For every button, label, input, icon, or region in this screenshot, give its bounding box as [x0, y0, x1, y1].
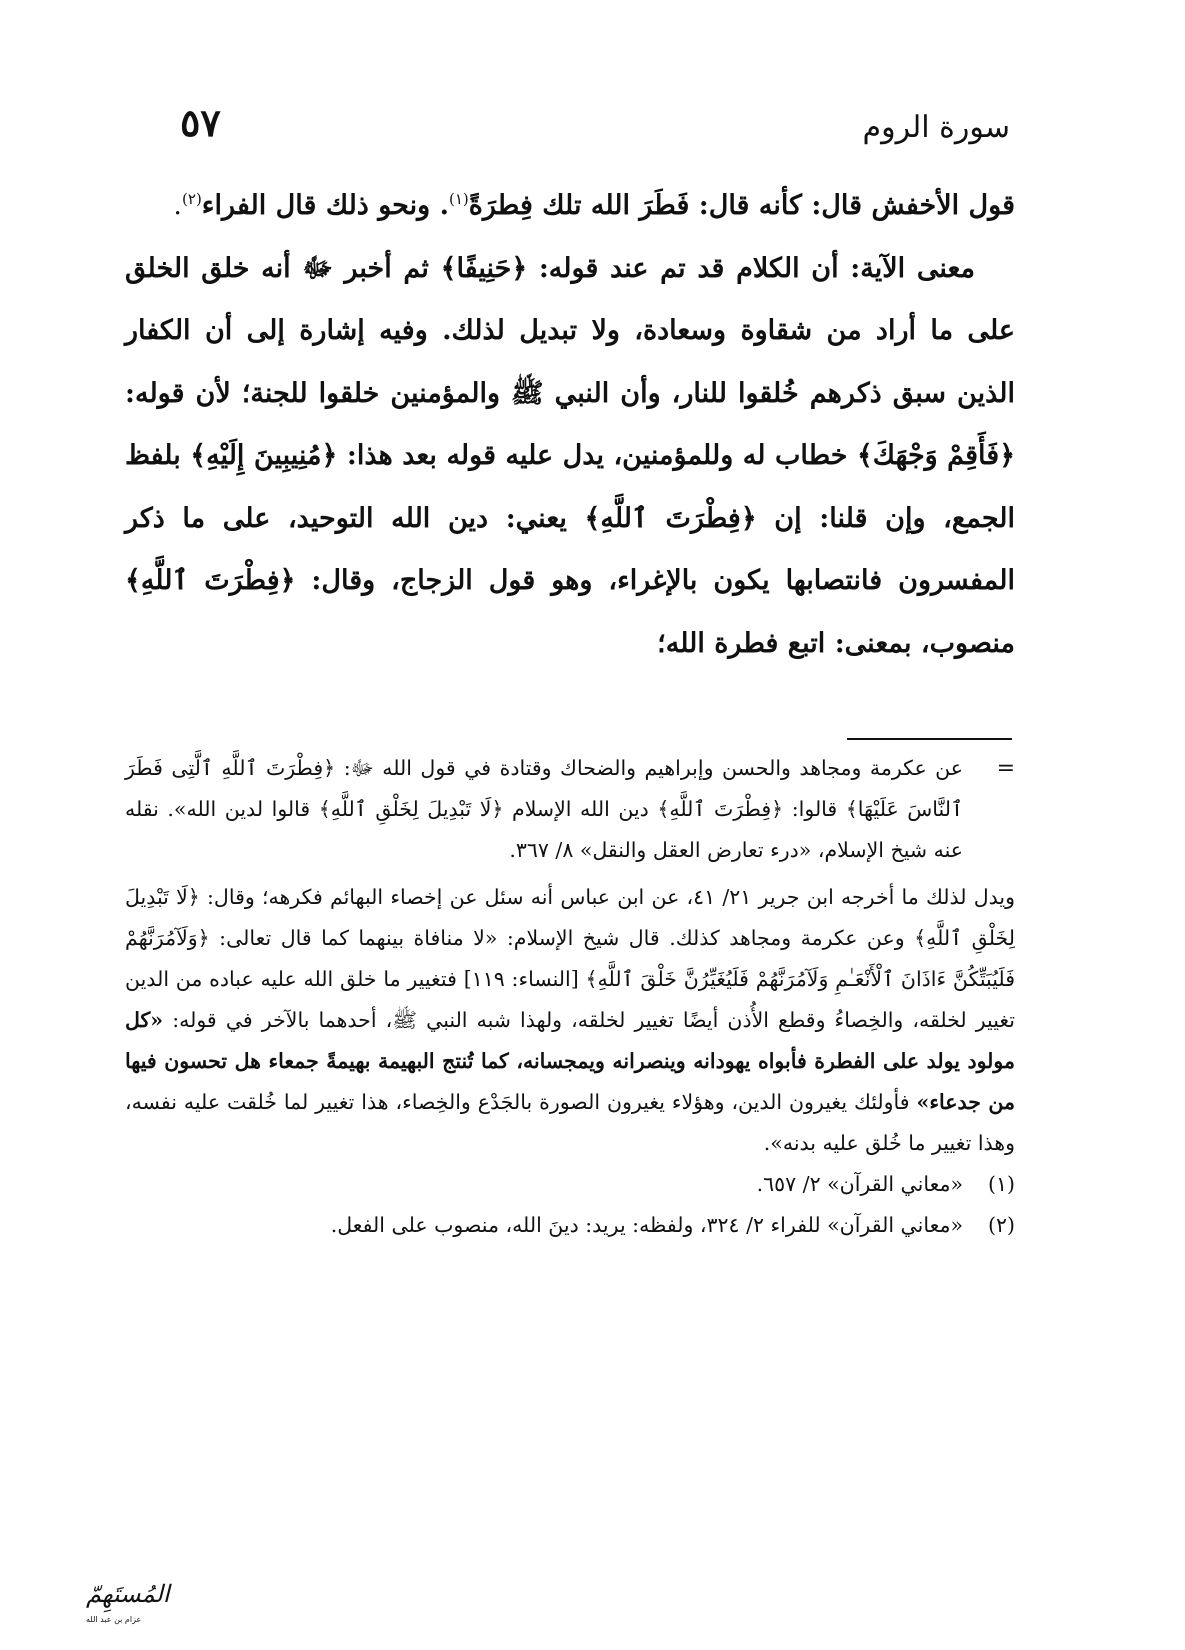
text-run: .	[173, 190, 183, 221]
footnote-ref-1[interactable]: (١)	[448, 190, 469, 208]
watermark-logo	[8, 1572, 170, 1628]
text-run: معنى الآية: أن الكلام قد تم عند قوله:	[527, 252, 975, 284]
hadith-quote: «كل مولود يولد على الفطرة فأبواه يهودانه وينصرانه ويمجسانه، كما تُنتج البهيمة بهيمةً جمعاء هل تحسون فيها من جدعاء»	[125, 1008, 1015, 1114]
text-run: عن عكرمة ومجاهد والحسن وإبراهيم والضحاك وقتادة في قول الله ﷻ:	[335, 756, 964, 780]
text-run: خطاب له وللمؤمنين، يدل عليه قوله بعد هذا:	[337, 440, 857, 471]
main-paragraph-2	[125, 238, 1015, 676]
footnote-number: (٢)	[987, 1213, 1015, 1237]
footnote-separator	[847, 738, 1012, 740]
quran-quote: ﴿فِطْرَتَ ٱللَّهِ ٱلَّتِى فَطَرَ ٱلنَّاسَ عَلَيْهَا﴾	[125, 756, 963, 821]
page-header	[180, 98, 1010, 158]
text-run: . ونحو ذلك قال الفراء	[201, 190, 449, 221]
quran-quote: ﴿فِطْرَتَ ٱللَّهِ﴾	[584, 502, 757, 534]
text-run: بلفظ الجمع، وإن قلنا: إن	[125, 440, 1015, 534]
footnote-continuation	[125, 748, 1015, 871]
quran-quote: ﴿لَا تَبْدِيلَ لِخَلْقِ ٱللَّهِ﴾	[125, 885, 1015, 950]
text-run: دين الله الإسلام	[503, 797, 658, 821]
quran-quote: ﴿فِطْرَتَ ٱللَّهِ﴾	[125, 565, 296, 596]
logo-main-text: المُستَهِمّ	[86, 1580, 170, 1608]
page-number: ٥٧	[180, 100, 221, 145]
sura-title: سورة الروم	[862, 110, 1010, 145]
text-run: قول الأخفش قال: كأنه قال: فَطَرَ الله تلك فِطرَةً	[468, 190, 1015, 221]
quran-quote: ﴿فَأَقِمْ وَجْهَكَ﴾	[856, 440, 1016, 471]
text-run: [النساء: ١١٩] فتغيير ما خلق الله عليه عباده من الدين تغيير لخلقه، والخِصاءُ وقطع الأُذن أيضًا تغيير لخلقه، ولهذا شبه النبي ﷺ، أحدهما بالآخر في قوله:	[125, 967, 1015, 1032]
main-text	[125, 175, 1015, 675]
text-run: منصوب، بمعنى: اتبع فطرة الله؛	[657, 627, 1015, 659]
text-run: قالوا لدين الله». نقله عنه شيخ الإسلام، «درء تعارض العقل والنقل» ٨/ ٣٦٧.	[125, 797, 963, 862]
footnote-ref-2[interactable]: (٢)	[182, 190, 202, 208]
quran-quote: ﴿وَلَآمُرَنَّهُمْ فَلَيُبَتِّكُنَّ ءَاذَانَ ٱلْأَنْعَـٰمِ وَلَآمُرَنَّهُمْ فَلَيُغَيِّرُنَّ خَلْقَ ٱللَّهِ﴾	[125, 926, 1015, 991]
quran-quote: ﴿لَا تَبْدِيلَ لِخَلْقِ ٱللَّهِ﴾	[318, 797, 504, 821]
text-run: يعني: دين الله التوحيد، على ما ذكر المفسرون فانتصابها يكون بالإغراء، وهو قول الزجاج، وقال:	[125, 502, 1016, 596]
text-run: قالوا:	[783, 797, 846, 821]
footnote-2	[125, 1205, 1015, 1246]
logo-sub-text: عزام بن عبد الله	[86, 1615, 142, 1624]
footnote-number: (١)	[987, 1172, 1015, 1196]
text-run: فأولئك يغيرون الدين، وهؤلاء يغيرون الصورة بالجَدْع والخِصاء، هذا تغيير لما خُلقت عليه نفسه، وهذا تغيير ما خُلق عليه بدنه».	[125, 1090, 1015, 1155]
main-paragraph-1	[125, 175, 1015, 238]
quran-quote: ﴿فِطْرَتَ ٱللَّهِ﴾	[657, 797, 784, 821]
footnote-continuation-text	[125, 748, 963, 871]
footnote-text: «معاني القرآن» ٢/ ٦٥٧.	[756, 1172, 963, 1196]
footnote-paragraph	[125, 877, 1015, 1164]
text-run: وعن عكرمة ومجاهد كذلك. قال شيخ الإسلام: «لا منافاة بينهما كما قال تعالى:	[209, 926, 915, 950]
text-run: ثم أخبر ﷻ أنه خلق الخلق على ما أراد من شقاوة وسعادة، ولا تبديل لذلك. وفيه إشارة إلى أن الكفار الذين سبق ذكرهم خُلقوا للنار، وأن النبي ﷺ والمؤمنين خلقوا للجنة؛ لأن قوله:	[125, 252, 1015, 409]
quran-quote: ﴿مُنِيبِينَ إِلَيْهِ﴾	[190, 440, 338, 471]
footnotes	[125, 748, 1015, 1246]
quran-quote: ﴿حَنِيفًا﴾	[440, 252, 528, 284]
footnote-text: «معاني القرآن» للفراء ٢/ ٣٢٤، ولفظه: يريد: دينَ الله، منصوب على الفعل.	[330, 1213, 963, 1237]
text-run: ويدل لذلك ما أخرجه ابن جرير ٢١/ ٤١، عن ابن عباس أنه سئل عن إخصاء البهائم فكرهه؛ وقال:	[199, 885, 1015, 909]
footnote-1	[125, 1164, 1015, 1205]
continuation-marker: =	[996, 756, 1015, 781]
